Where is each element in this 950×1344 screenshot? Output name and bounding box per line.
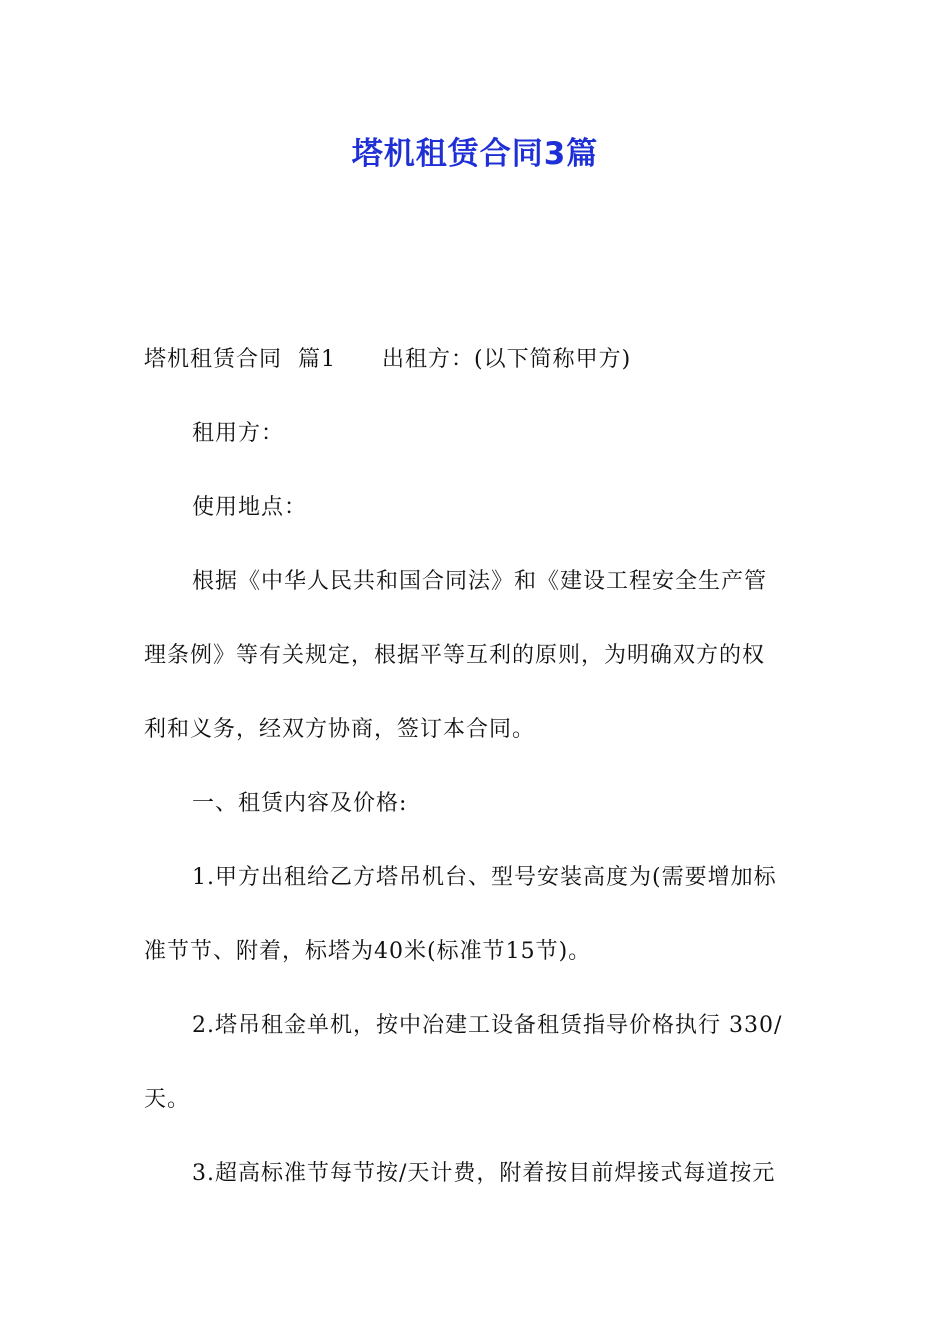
paragraph-line: 根据《中华人民共和国合同法》和《建设工程安全生产管 <box>192 569 768 594</box>
lessor-line: 出租方：(以下简称甲方) <box>381 347 632 372</box>
lessee-line: 租用方： <box>192 421 285 446</box>
paragraph-line: 利和义务，经双方协商，签订本合同。 <box>144 717 536 742</box>
document-title: 塔机租赁合同3篇 <box>351 136 599 172</box>
clause-line: 2.塔吊租金单机，按中冶建工设备租赁指导价格执行 330/ <box>192 1013 783 1038</box>
clause-line: 3.超高标准节每节按/天计费，附着按目前焊接式每道按元 <box>192 1161 776 1186</box>
document-body <box>144 340 814 1228</box>
contract-heading-line <box>144 340 814 414</box>
paragraph-line: 理条例》等有关规定，根据平等互利的原则，为明确双方的权 <box>144 643 766 668</box>
clause-line: 1.甲方出租给乙方塔吊机台、型号安装高度为(需要增加标 <box>192 865 777 890</box>
section-heading: 一、租赁内容及价格: <box>192 791 408 816</box>
location-line: 使用地点： <box>192 495 308 520</box>
clause-line: 准节节、附着，标塔为40米(标准节15节)。 <box>144 939 592 964</box>
contract-heading: 塔机租赁合同 篇1 <box>144 347 336 372</box>
clause-line: 天。 <box>144 1087 191 1112</box>
